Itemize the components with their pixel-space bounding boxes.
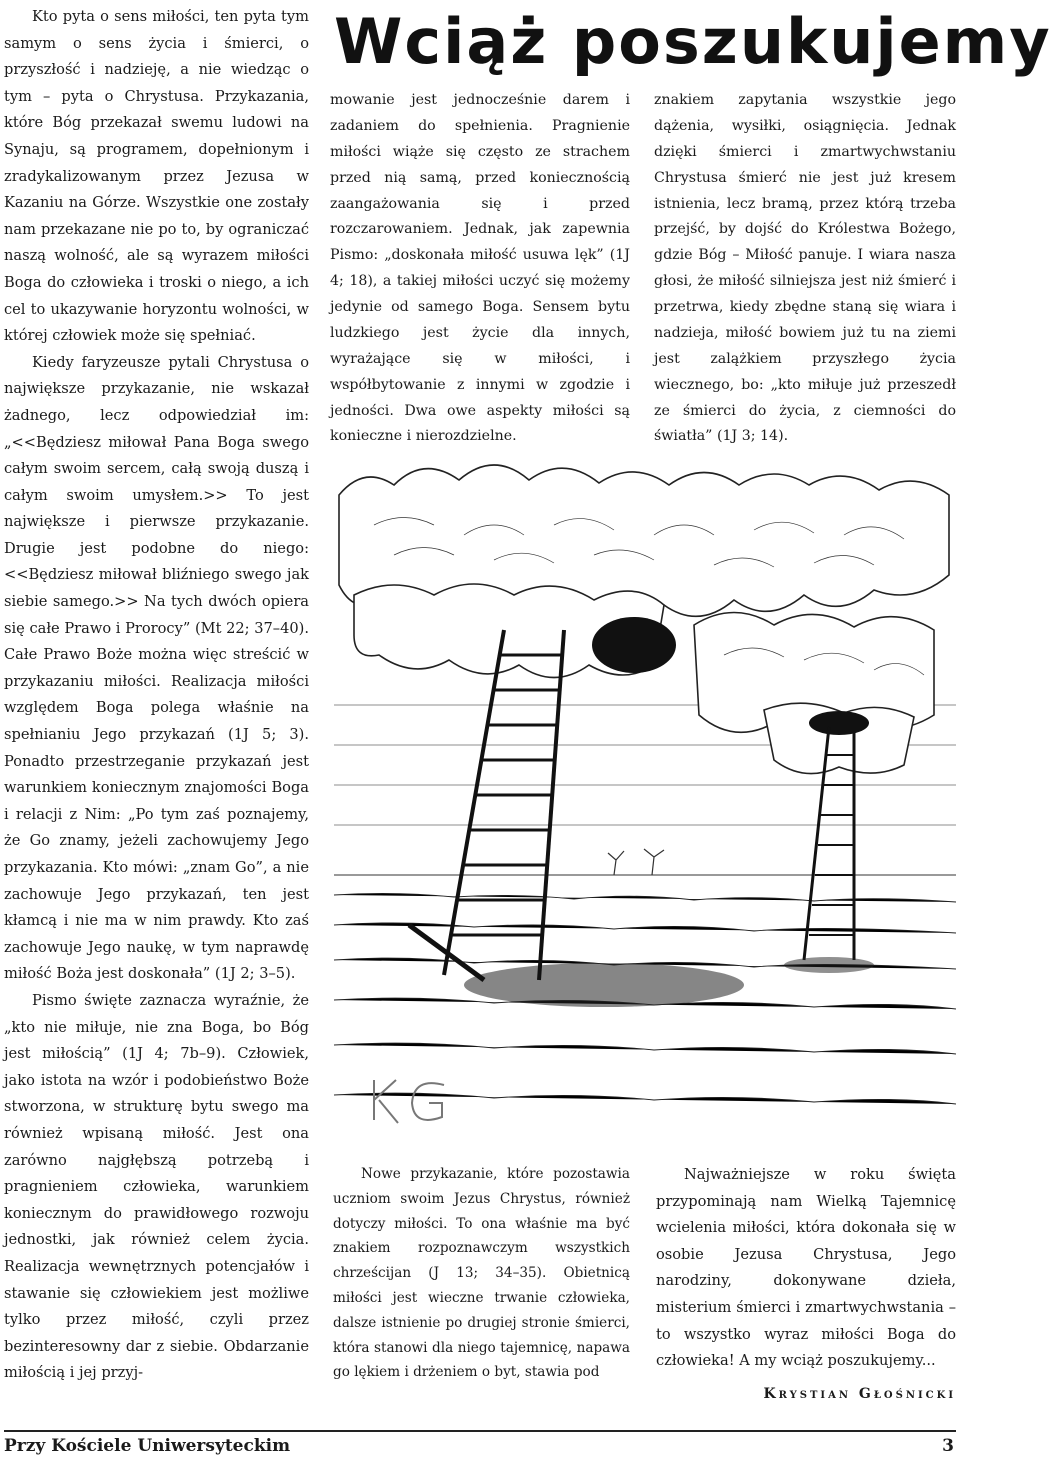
publication-name: Przy Kościele Uniwersyteckim: [4, 1436, 291, 1456]
ladders-to-clouds-illustration: [334, 455, 956, 1150]
page-number: 3: [942, 1436, 954, 1456]
paragraph: Nowe przykazanie, które pozostawia uczniom swoim Jezus Chrystus, również dotyczy miłości. To ona właśnie ma być znakiem rozpoznawczym wszystkich chrześcijan (J 13; 34–35). Obietnicą miłości jest wieczne trwanie człowieka, dalsze istnienie po drugiej stronie śmierci, która stanowi dla niego tajemnicę, napawa go lękiem i drżeniem o byt, stawia pod: [333, 1166, 630, 1381]
column-right-bottom: [656, 1162, 956, 1375]
paragraph: Najważniejsze w roku święta przypominają nam Wielką Tajemnicę wcielenia miłości, która dokonała się w osobie Jezusa Chrystusa, Jego narodziny, dokonywane dzieła, misterium śmierci i zmartwychwstania – to wszystko wyraz miłości Boga do człowieka! A my wciąż poszukujemy...: [656, 1166, 956, 1370]
column-right-top: [654, 88, 956, 450]
author-signature: Krystian Głośnicki: [763, 1386, 956, 1402]
column-left: [4, 4, 309, 1387]
column-middle-bottom: [333, 1162, 630, 1385]
article-title: Wciąż poszukujemy: [334, 5, 1052, 78]
paragraph: znakiem zapytania wszystkie jego dążenia, wysiłki, osiągnięcia. Jednak dzięki śmierci i zmartwychwstaniu Chrystusa śmierć nie jest już kresem istnienia, lecz bramą, przez którą trzeba przejść, by dojść do Królestwa Bożego, gdzie Bóg – Miłość panuje. I wiara nasza głosi, że miłość silniejsza jest niż śmierć i przetrwa, kiedy zbędne staną się wiara i nadzieja, miłość bowiem już tu na ziemi jest zalążkiem przyszłego życia wiecznego, bo: „kto miłuje już przeszedł ze śmierci do życia, z ciemności do światła” (1J 3; 14).: [654, 92, 956, 445]
footer-divider: [4, 1430, 956, 1432]
paragraph: mowanie jest jednocześnie darem i zadaniem do spełnienia. Pragnienie miłości wiąże się często ze strachem przed nią samą, przed koniecznością zaangażowania się i przed rozczarowaniem. Jednak, jak zapewnia Pismo: „doskonała miłość usuwa lęk” (1J 4; 18), a takiej miłości uczyć się możemy jedynie od samego Boga. Sensem bytu ludzkiego jest życie dla innych, wyrażające się w miłości, i współbytowanie z innymi w zgodzie i jedności. Dwa owe aspekty miłości są konieczne i nierozdzielne.: [330, 92, 630, 445]
column-middle-top: [330, 88, 630, 450]
paragraph: Pismo święte zaznacza wyraźnie, że „kto nie miłuje, nie zna Boga, bo Bóg jest miłością” (1J 4; 7b–9). Człowiek, jako istota na wzór i podobieństwo Boże stworzona, w strukturę bytu swego ma również wpisaną miłość. Jest ona zarówno najgłębszą potrzebą i pragnieniem człowieka, warunkiem koniecznym do prawidłowego rozwoju jednostki, jak również celem życia. Realizacja wewnętrznych potencjałów i stawanie się człowiekiem jest możliwe tylko przez miłość, czyli przez bezinteresowny dar z siebie. Obdarzanie miłością i jej przyj-: [4, 991, 309, 1382]
paragraph: Kiedy faryzeusze pytali Chrystusa o największe przykazanie, nie wskazał żadnego, lecz odpowiedział im: „<<Będziesz miłował Pana Boga swego całym swoim sercem, całą swoją duszą i całym swoim umysłem.>> To jest największe i pierwsze przykazanie. Drugie jest podobne do niego: <<Będziesz miłował bliźniego swego jak siebie samego.>> Na tych dwóch opiera się całe Prawo i Prorocy” (Mt 22; 37–40). Całe Prawo Boże można więc streścić w przykazaniu miłości. Realizacja miłości względem Boga polega właśnie na spełnianiu Jego przykazań (1J 5; 3). Ponadto przestrzeganie przykazań jest warunkiem koniecznym znajomości Boga i relacji z Nim: „Po tym zaś poznajemy, że Go znamy, jeżeli zachowujemy Jego przykazania. Kto mówi: „znam Go”, a nie zachowuje Jego przykazań, ten jest kłamcą i nie ma w nim prawdy. Kto zaś zachowuje Jego naukę, w tym naprawdę miłość Boża jest doskonała” (1J 2; 3–5).: [4, 353, 309, 983]
paragraph: Kto pyta o sens miłości, ten pyta tym samym o sens życia i śmierci, o przyszłość i nadzieję, a nie wiedząc o tym – pyta o Chrystusa. Przykazania, które Bóg przekazał swemu ludowi na Synaju, są programem, dopełnionym i zradykalizowanym przez Jezusa w Kazaniu na Górze. Wszystkie one zostały nam przekazane nie po to, by ograniczać naszą wolność, ale są wyrazem miłości Boga do człowieka i troski o niego, a ich cel to ukazywanie horyzontu wolności, w której człowiek może się spełniać.: [4, 8, 309, 345]
